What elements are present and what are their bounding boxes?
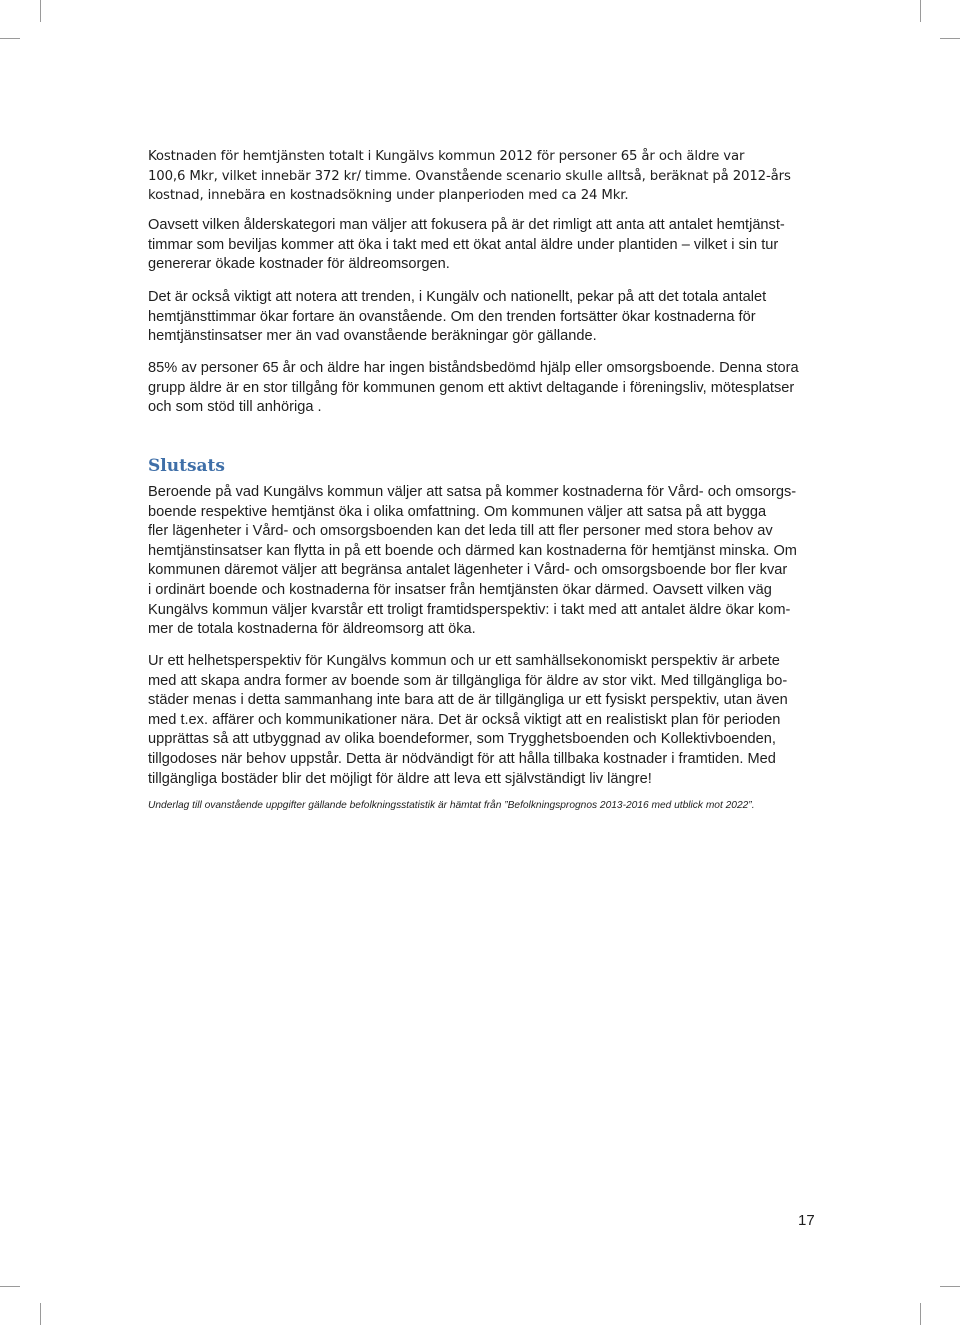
page-number: 17: [798, 1212, 815, 1229]
text-line: kostnad, innebära en kostnadsökning under planperioden med ca 24 Mkr.: [148, 188, 629, 204]
crop-mark-bottom-right: [920, 1303, 921, 1325]
text-line: med t.ex. affärer och kommunikationer nära. Det är också viktigt att en realistiskt plan för perioden: [148, 711, 781, 728]
text-line: kommunen däremot väljer att begränsa antalet lägenheter i Vård- och omsorgsboende bor fler kvar: [148, 562, 788, 579]
crop-mark-bottom-left-h: [0, 1286, 20, 1287]
crop-mark-top-left: [40, 0, 41, 22]
paragraph-85-percent: [148, 359, 799, 418]
text-line: Beroende på vad Kungälvs kommun väljer att satsa på kommer kostnaderna för Vård- och omsorgs-: [148, 484, 797, 500]
text-line: hemtjänsttimmar ökar fortare än ovanstående. Om den trenden fortsätter ökar kostnaderna för: [148, 308, 756, 325]
text-line: hemtjänstinsatser mer än vad ovanstående beräkningar gör gällande.: [148, 328, 597, 345]
text-line: Ur ett helhetsperspektiv för Kungälvs kommun och ur ett samhällsekonomiskt perspektiv är arbete: [148, 653, 780, 669]
text-line: tillgodoses när behov uppstår. Detta är nödvändigt för att hålla tillbaka kostnader i framtiden. Med: [148, 750, 776, 767]
source-footnote: Underlag till ovanstående uppgifter gällande befolkningsstatistik är hämtat från ”Befolkningsprognos 2013-2016 med utblick mot 2022”.: [148, 800, 755, 811]
text-line: 100,6 Mkr, vilket innebär 372 kr/ timme. Ovanstående scenario skulle alltså, beräknat på 2012-års: [148, 168, 791, 184]
text-line: Kostnaden för hemtjänsten totalt i Kungälvs kommun 2012 för personer 65 år och äldre var: [148, 149, 745, 164]
text-line: grupp äldre är en stor tillgång för kommunen genom ett aktivt deltagande i föreningsliv, mötesplatser: [148, 379, 795, 396]
text-line: i ordinärt boende och kostnaderna för insatser från hemtjänsten ökar därmed. Oavsett vilken väg: [148, 581, 772, 598]
text-line: tillgängliga bostäder blir det möjligt för äldre att leva ett självständigt liv längre!: [148, 770, 652, 787]
text-line: Det är också viktigt att notera att trenden, i Kungälv och nationellt, pekar på att det totala antalet: [148, 289, 767, 305]
text-line: hemtjänstinsatser kan flytta in på ett boende och därmed kan kostnaderna för hemtjänst minska. Om: [148, 542, 797, 559]
text-line: genererar ökade kostnader för äldreomsorgen.: [148, 256, 450, 273]
text-line: städer menas i detta sammanhang inte bara att de är tillgängliga ur ett fysiskt perspektiv, utan även: [148, 692, 788, 709]
crop-mark-top-left-h: [0, 38, 20, 39]
paragraph-conclusion: [148, 483, 797, 640]
text-line: mer de totala kostnaderna för äldreomsorg att öka.: [148, 621, 476, 638]
paragraph-age-category: [148, 216, 785, 275]
crop-mark-bottom-left: [40, 1303, 41, 1325]
text-line: och som stöd till anhöriga .: [148, 399, 322, 416]
crop-mark-top-right: [920, 0, 921, 22]
text-line: timmar som beviljas kommer att öka i takt med ett ökat antal äldre under plantiden – vilket i sin tur: [148, 236, 779, 253]
text-line: 85% av personer 65 år och äldre har ingen biståndsbedömd hjälp eller omsorgsboende. Denna stora: [148, 360, 799, 376]
text-line: Oavsett vilken ålderskategori man väljer att fokusera på är det rimligt att anta att antalet hemtjänst-: [148, 217, 785, 233]
text-line: med att skapa andra former av boende som är tillgängliga för äldre av stor vikt. Med tillgängliga bo-: [148, 672, 788, 689]
paragraph-holistic: [148, 652, 788, 789]
crop-mark-top-right-h: [940, 38, 960, 39]
paragraph-trend: [148, 288, 766, 347]
section-heading: Slutsats: [148, 456, 225, 476]
text-line: upprättas så att utbyggnad av olika boendeformer, som Trygghetsboenden och Kollektivboenden,: [148, 731, 776, 748]
text-line: boende respektive hemtjänst öka i olika omfattning. Om kommunen väljer att satsa på att bygga: [148, 503, 767, 520]
paragraph-cost-summary: [148, 147, 791, 206]
text-line: Kungälvs kommun väljer kvarstår ett troligt framtidsperspektiv: i takt med att antalet äldre ökar kom-: [148, 601, 791, 618]
crop-mark-bottom-right-h: [940, 1286, 960, 1287]
text-line: fler lägenheter i Vård- och omsorgsboenden kan det leda till att fler personer med stora behov av: [148, 523, 773, 540]
